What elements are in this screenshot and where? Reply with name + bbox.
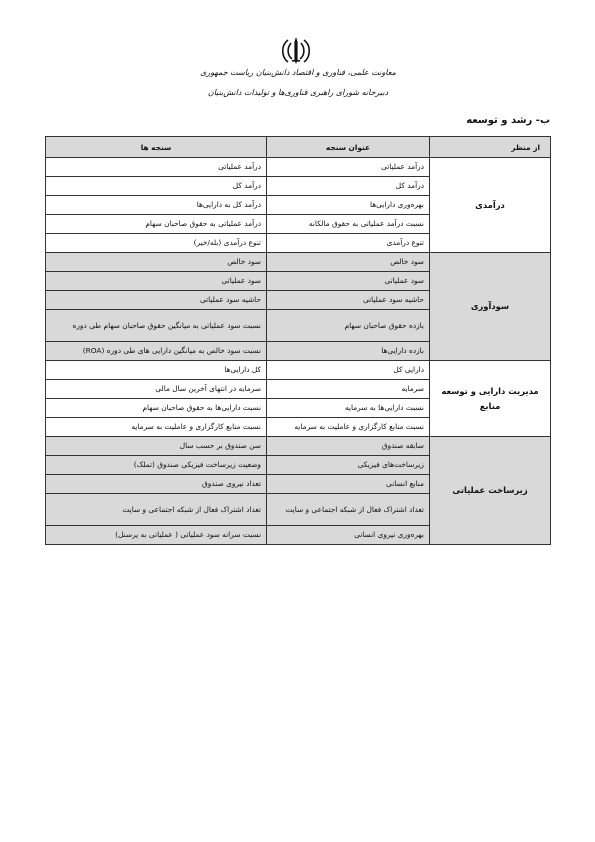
metric-title-cell: سود عملیاتی — [267, 272, 430, 291]
table-row — [46, 158, 551, 177]
metric-title-cell: سابقه صندوق — [267, 437, 430, 456]
metric-cell: وضعیت زیرساخت فیزیکی صندوق (تملک) — [46, 456, 267, 475]
metric-cell: نسبت سود عملیاتی به میانگین حقوق صاحبان سهام طی دوره — [46, 310, 267, 342]
metric-cell: درآمد عملیاتی — [46, 158, 267, 177]
metric-cell: سن صندوق بر حسب سال — [46, 437, 267, 456]
iran-emblem-icon — [279, 36, 313, 66]
table-row — [46, 253, 551, 272]
metric-cell: سود خالص — [46, 253, 267, 272]
metric-title-cell: سرمایه — [267, 380, 430, 399]
perspective-cell: درآمدی — [430, 158, 551, 253]
metric-cell: درآمد کل — [46, 177, 267, 196]
metric-title-cell: نسبت دارایی‌ها به سرمایه — [267, 399, 430, 418]
metric-cell: کل دارایی‌ها — [46, 361, 267, 380]
header-council-line: دبیرخانه شورای راهبری فناوری‌ها و تولیدات دانش‌بنیان — [207, 88, 389, 97]
metric-title-cell: نسبت منابع کارگزاری و عاملیت به سرمایه — [267, 418, 430, 437]
table-row — [46, 437, 551, 456]
metrics-table — [45, 136, 551, 545]
section-title: ب- رشد و توسعه — [466, 115, 550, 126]
perspective-cell: مدیریت دارایی و توسعه منابع — [430, 361, 551, 437]
header-perspective: از منظر — [430, 137, 551, 158]
perspective-cell: زیرساخت عملیاتی — [430, 437, 551, 545]
metric-cell: تعداد نیروی صندوق — [46, 475, 267, 494]
metric-title-cell: بهره‌وری دارایی‌ها — [267, 196, 430, 215]
metric-title-cell: بازده دارایی‌ها — [267, 342, 430, 361]
metric-title-cell: تعداد اشتراک فعال از شبکه اجتماعی و سایت — [267, 494, 430, 526]
metric-title-cell: حاشیه سود عملیاتی — [267, 291, 430, 310]
metric-title-cell: بهره‌وری نیروی انسانی — [267, 526, 430, 545]
metric-title-cell: نسبت درآمد عملیاتی به حقوق مالکانه — [267, 215, 430, 234]
header-org-line: معاونت علمی، فناوری و اقتصاد دانش‌بنیان ریاست جمهوری — [200, 68, 396, 77]
metric-cell: درآمد کل به دارایی‌ها — [46, 196, 267, 215]
metric-title-cell: بازده حقوق صاحبان سهام — [267, 310, 430, 342]
metric-title-cell: درآمد کل — [267, 177, 430, 196]
metric-cell: نسبت منابع کارگزاری و عاملیت به سرمایه — [46, 418, 267, 437]
metric-title-cell: درآمد عملیاتی — [267, 158, 430, 177]
metric-title-cell: دارایی کل — [267, 361, 430, 380]
metric-title-cell: سود خالص — [267, 253, 430, 272]
header-metric-title: عنوان سنجه — [267, 137, 430, 158]
metric-title-cell: منابع انسانی — [267, 475, 430, 494]
metric-cell: نسبت سود خالص به میانگین دارایی های طی دوره (ROA) — [46, 342, 267, 361]
metric-cell: تنوع درآمدی (بله/خیر) — [46, 234, 267, 253]
table-row — [46, 361, 551, 380]
metric-cell: حاشیه سود عملیاتی — [46, 291, 267, 310]
metric-cell: درآمد عملیاتی به حقوق صاحبان سهام — [46, 215, 267, 234]
metric-title-cell: تنوع درآمدی — [267, 234, 430, 253]
metric-title-cell: زیرساخت‌های فیزیکی — [267, 456, 430, 475]
table-header-row — [46, 137, 551, 158]
metric-cell: سرمایه در انتهای آخرین سال مالی — [46, 380, 267, 399]
metric-cell: سود عملیاتی — [46, 272, 267, 291]
metric-cell: نسبت سرانه سود عملیاتی ( عملیاتی به پرسنل) — [46, 526, 267, 545]
metric-cell: نسبت دارایی‌ها به حقوق صاحبان سهام — [46, 399, 267, 418]
metric-cell: تعداد اشتراک فعال از شبکه اجتماعی و سایت — [46, 494, 267, 526]
perspective-cell: سودآوری — [430, 253, 551, 361]
header-metrics: سنجه ها — [46, 137, 267, 158]
